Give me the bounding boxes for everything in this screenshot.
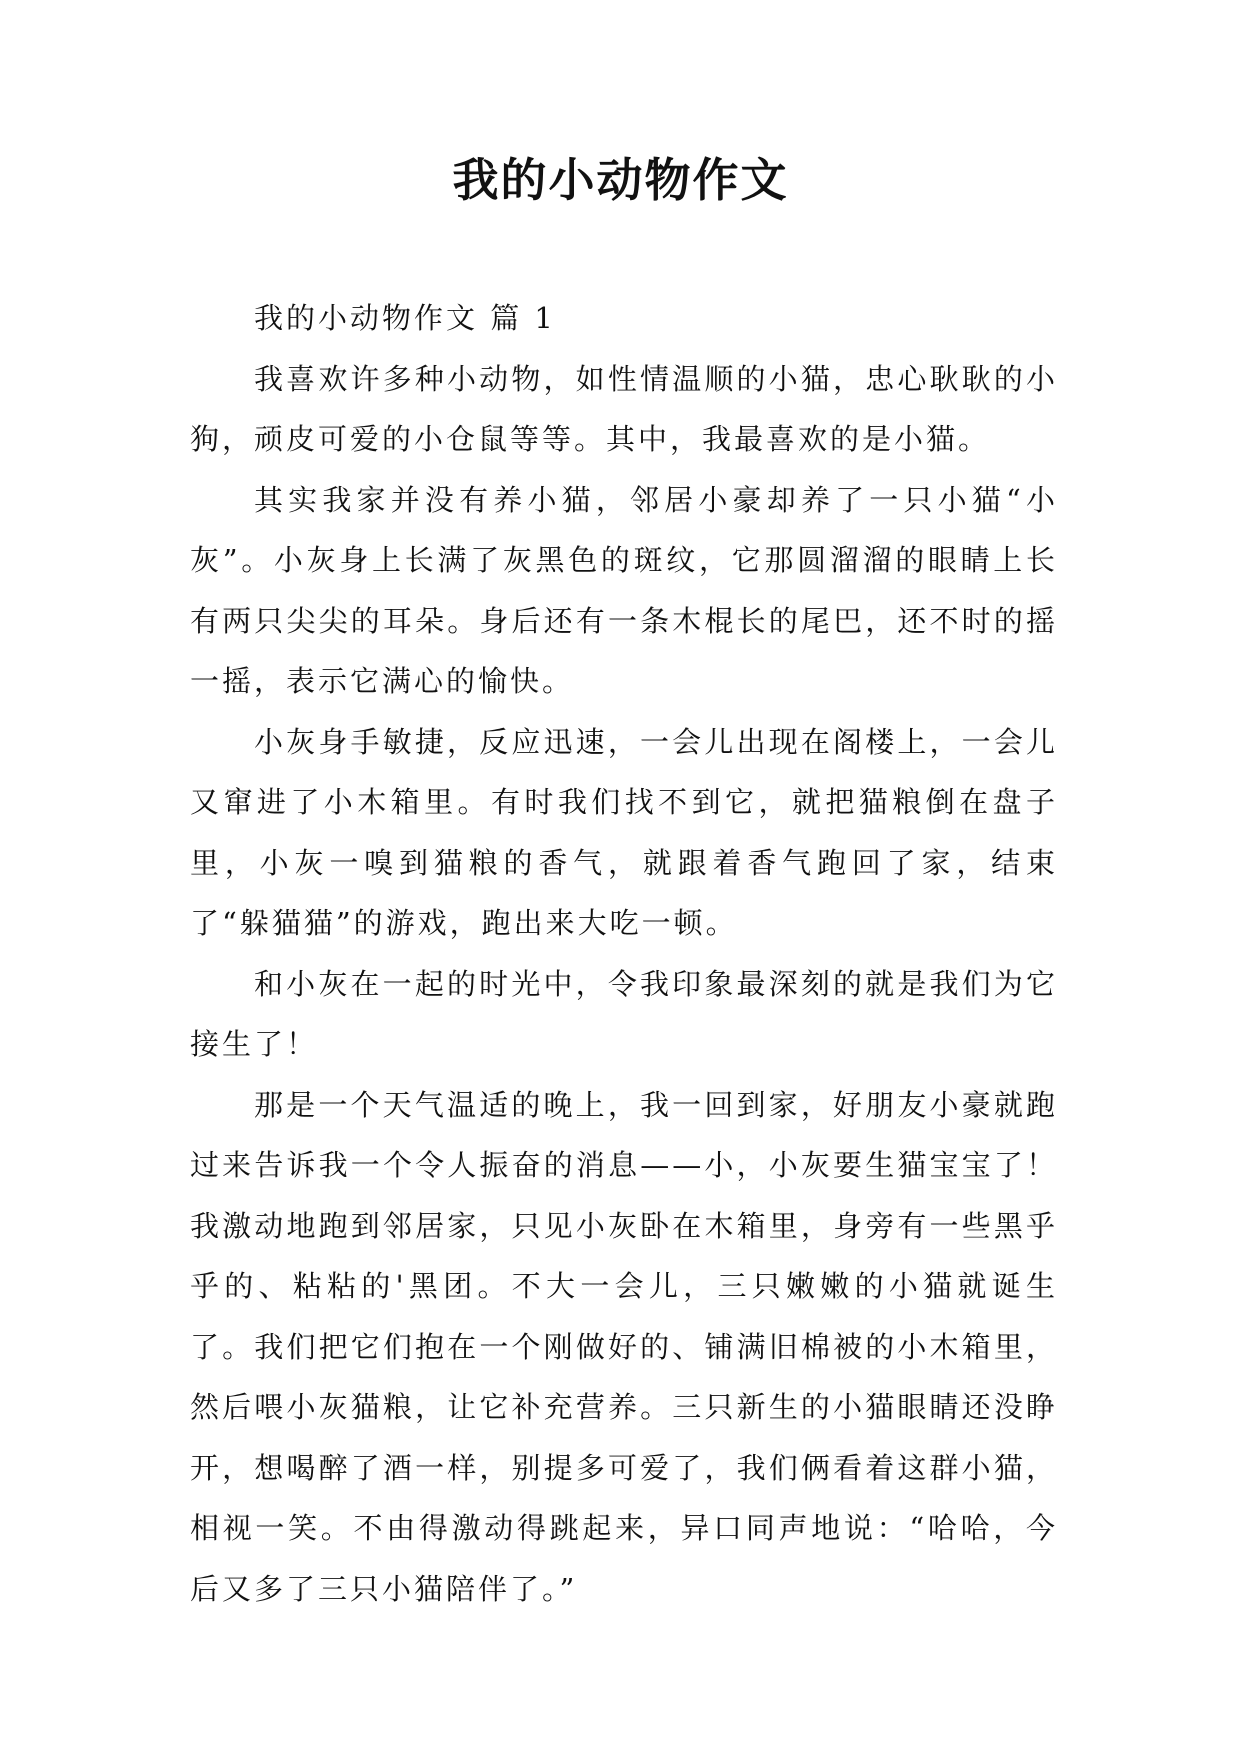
paragraph-3: 小灰身手敏捷，反应迅速，一会儿出现在阁楼上，一会儿又窜进了小木箱里。有时我们找不到它，就把猫粮倒在盘子里，小灰一嗅到猫粮的香气，就跟着香气跑回了家，结束了“躲猫猫”的游戏，跑出来大吃一顿。 <box>190 724 1058 940</box>
document-body <box>190 288 1058 1619</box>
paragraph-5: 那是一个天气温适的晚上，我一回到家，好朋友小豪就跑过来告诉我一个令人振奋的消息——小，小灰要生猫宝宝了！我激动地跑到邻居家，只见小灰卧在木箱里，身旁有一些黑乎乎的、粘粘的'黑团。不大一会儿，三只嫩嫩的小猫就诞生了。我们把它们抱在一个刚做好的、铺满旧棉被的小木箱里，然后喂小灰猫粮，让它补充营养。三只新生的小猫眼睛还没睁开，想喝醉了酒一样，别提多可爱了，我们俩看着这群小猫，相视一笑。不由得激动得跳起来，异口同声地说：“哈哈，今后又多了三只小猫陪伴了。” <box>190 1087 1058 1606</box>
paragraph-1: 我喜欢许多种小动物，如性情温顺的小猫，忠心耿耿的小狗，顽皮可爱的小仓鼠等等。其中，我最喜欢的是小猫。 <box>190 361 1058 456</box>
paragraph-4: 和小灰在一起的时光中，令我印象最深刻的就是我们为它接生了！ <box>190 966 1058 1061</box>
section-heading: 我的小动物作文 篇 1 <box>254 301 556 335</box>
document-title: 我的小动物作文 <box>452 153 789 207</box>
paragraph-2: 其实我家并没有养小猫，邻居小豪却养了一只小猫“小灰”。小灰身上长满了灰黑色的斑纹，它那圆溜溜的眼睛上长有两只尖尖的耳朵。身后还有一条木棍长的尾巴，还不时的摇一摇，表示它满心的愉快。 <box>190 482 1058 698</box>
